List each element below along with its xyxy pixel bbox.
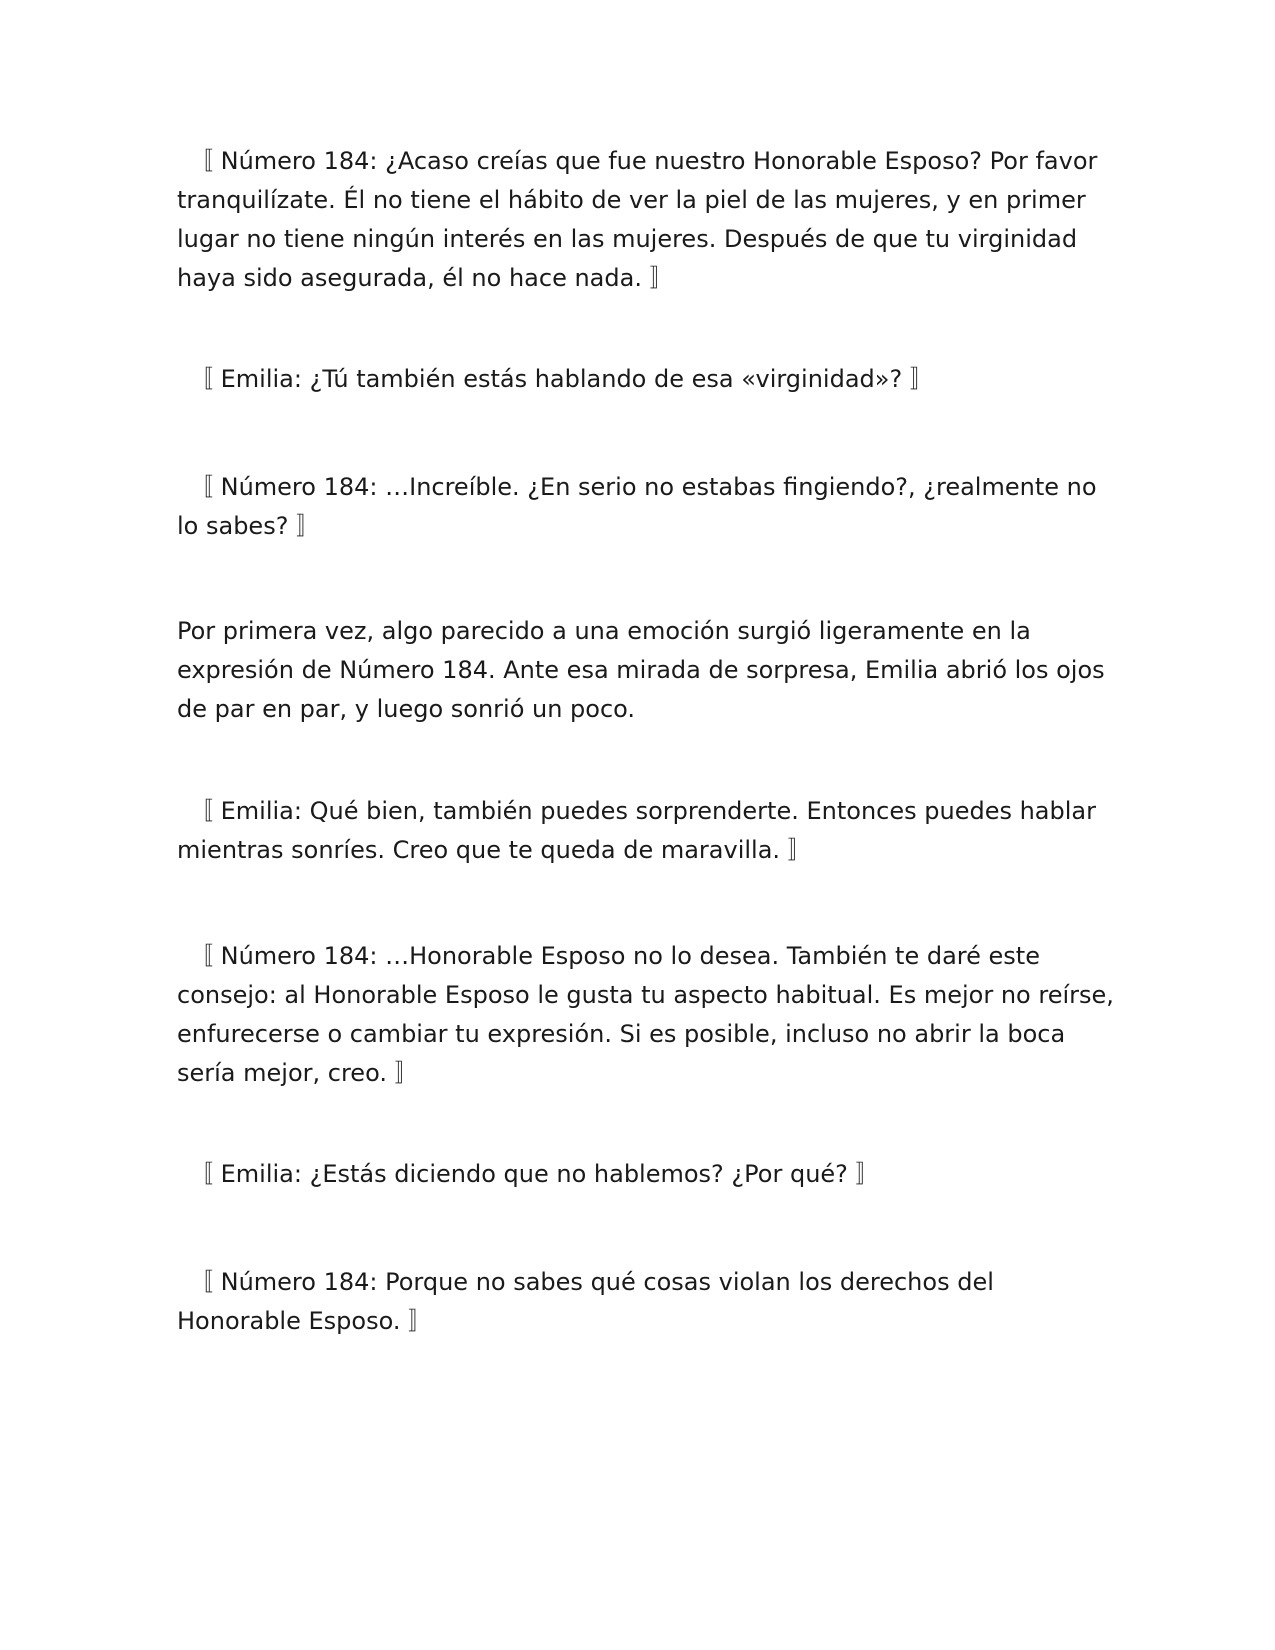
dialogue-paragraph: 〚 Emilia: ¿Tú también estás hablando de esa «virginidad»? 〛 — [177, 365, 934, 393]
dialogue-paragraph: 〚 Número 184: ¿Acaso creías que fue nuestro Honorable Esposo? Por favor tranquilízate. Él no tiene el hábito de ver la piel de las mujeres, y en primer lugar no tiene ningún interés en las mujeres. Después de que tu virginidad haya sido asegurada, él no hace nada. 〛 — [177, 147, 1098, 292]
dialogue-paragraph: 〚 Número 184: …Increíble. ¿En serio no estabas fingiendo?, ¿realmente no lo sabes? 〛 — [177, 473, 1097, 540]
dialogue-paragraph: 〚 Número 184: …Honorable Esposo no lo desea. También te daré este consejo: al Honorable Esposo le gusta tu aspecto habitual. Es mejor no reírse, enfurecerse o cambiar tu expresión. Si es posible, incluso no abrir la boca sería mejor, creo. 〛 — [177, 942, 1114, 1087]
dialogue-paragraph: 〚 Emilia: Qué bien, también puedes sorprenderte. Entonces puedes hablar mientras sonríes. Creo que te queda de maravilla. 〛 — [177, 797, 1096, 864]
dialogue-paragraph: 〚 Emilia: ¿Estás diciendo que no hablemos? ¿Por qué? 〛 — [177, 1160, 880, 1188]
dialogue-paragraph: 〚 Número 184: Porque no sabes qué cosas violan los derechos del Honorable Esposo. 〛 — [177, 1268, 994, 1335]
narration-paragraph: Por primera vez, algo parecido a una emoción surgió ligeramente en la expresión de Número 184. Ante esa mirada de sorpresa, Emilia abrió los ojos de par en par, y luego sonrió un poco. — [177, 617, 1105, 723]
